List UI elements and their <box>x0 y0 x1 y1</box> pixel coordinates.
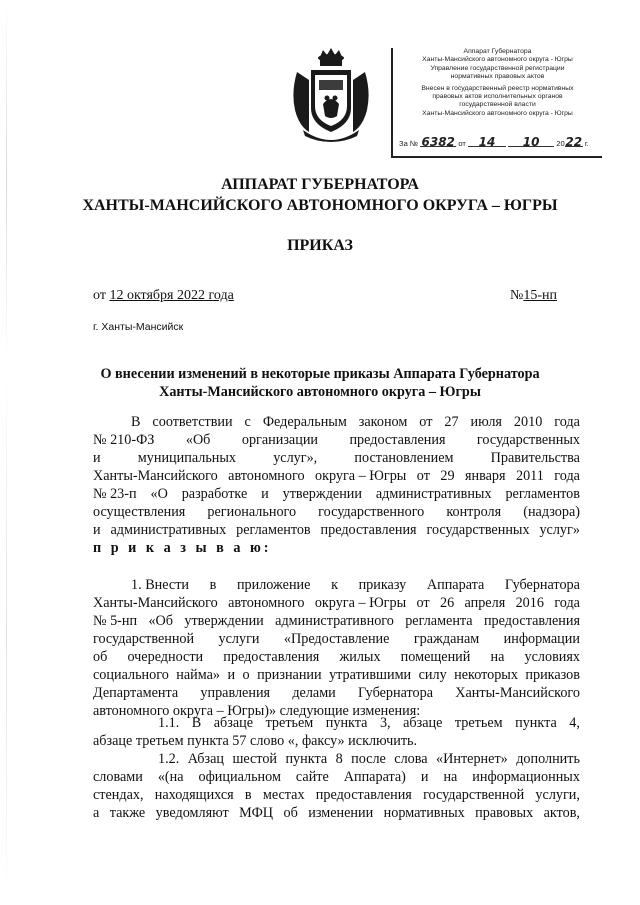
body-word: Ханты-Мансийского <box>455 685 580 701</box>
body-word: шестой <box>232 751 278 767</box>
stamp-line: нормативных правовых актов <box>450 73 545 81</box>
body-word: услуг» <box>539 522 580 538</box>
body-word: приказов <box>525 667 580 683</box>
body-word: делами <box>292 685 336 701</box>
body-word: информационных <box>472 769 580 785</box>
date-value: 12 октября 2022 года <box>109 288 234 303</box>
stamp-line: государственной власти <box>459 101 536 109</box>
body-word: и <box>261 486 269 502</box>
body-word: постановлением <box>354 450 454 466</box>
organization-title: АППАРАТ ГУБЕРНАТОРА <box>221 176 419 193</box>
body-word: некоторых <box>454 667 518 683</box>
body-word: Губернатора <box>358 685 434 701</box>
body-word: Правительства <box>490 450 580 466</box>
reg-prefix: За № <box>399 139 419 148</box>
coat-of-arms-icon <box>287 46 375 142</box>
body-word: регламента <box>405 613 473 629</box>
body-word: утратившими <box>329 667 412 683</box>
body-word: административных <box>375 486 492 502</box>
body-word: пункта <box>325 715 368 731</box>
body-word: № 23-п <box>93 486 137 502</box>
body-word: государственной <box>93 631 195 647</box>
body-word: законом <box>358 414 408 430</box>
body-word: регионального <box>207 504 297 520</box>
body-word: стендах, <box>93 787 144 803</box>
body-word: информации <box>503 631 580 647</box>
body-word: «Предоставление <box>283 631 390 647</box>
stamp-line: Внесен в государственный реестр нормативных <box>421 84 574 92</box>
body-word: Департамента <box>93 685 179 701</box>
body-word: предоставления <box>223 649 320 665</box>
body-word: предоставления <box>315 787 412 803</box>
body-word: об <box>283 805 298 821</box>
body-word: осуществления <box>93 504 186 520</box>
body-word: от <box>419 414 433 430</box>
document-date <box>93 288 234 304</box>
body-line-last: абзаце третьем пункта 57 слово «, факсу» исключить. <box>93 733 418 749</box>
body-word: «Об <box>148 613 174 629</box>
body-line-last: п р и к а з ы в а ю: <box>93 540 272 556</box>
stamp-line: Аппарат Губернатора <box>463 48 532 55</box>
body-line <box>93 431 580 449</box>
body-word: пункта <box>285 751 328 767</box>
body-word: 1.1. <box>158 715 180 731</box>
body-word: и <box>93 450 101 466</box>
body-line <box>93 630 580 648</box>
body-word: государственных <box>426 522 530 538</box>
number-prefix: № <box>510 288 524 303</box>
body-line <box>93 612 580 630</box>
body-word: актов, <box>543 805 580 821</box>
body-word: апреля <box>464 595 506 611</box>
body-word: в <box>209 577 217 593</box>
body-line <box>131 576 580 594</box>
body-word: организации <box>241 432 319 448</box>
body-word: Аппарата) <box>343 769 406 785</box>
body-word: округа – Югры <box>314 595 407 611</box>
body-word: условиях <box>524 649 580 665</box>
body-word: 8 <box>335 751 343 767</box>
number-value: 15-нп <box>523 288 558 303</box>
scan-edge-shadow <box>6 0 7 905</box>
body-line <box>93 804 580 822</box>
body-word: управления <box>200 685 271 701</box>
reg-year-prefix: 20 <box>556 139 565 148</box>
body-word: правовых <box>475 805 534 821</box>
body-line <box>158 750 580 768</box>
body-word: к <box>331 577 338 593</box>
reg-month: 10 <box>508 138 554 147</box>
body-word: изменении <box>308 805 374 821</box>
body-word: 4, <box>569 715 580 731</box>
body-word: административных <box>110 522 227 538</box>
body-line <box>93 449 580 467</box>
body-word: 26 <box>439 595 455 611</box>
body-word: государственной <box>423 787 525 803</box>
body-line <box>158 714 580 732</box>
reg-number: 6382 <box>421 135 455 149</box>
body-word: № 5-нп <box>93 613 138 629</box>
body-word: контроля <box>446 504 502 520</box>
body-word: помещений <box>400 649 471 665</box>
body-word: а <box>93 805 100 821</box>
document-number <box>510 288 557 304</box>
body-word: № 210-ФЗ <box>93 432 155 448</box>
body-word: находящихся <box>154 787 234 803</box>
body-line <box>93 467 580 485</box>
body-word: дополнить <box>516 751 580 767</box>
body-line <box>93 594 580 612</box>
body-word: предоставления <box>320 522 417 538</box>
body-line <box>93 503 580 521</box>
body-word: третьем <box>454 715 503 731</box>
body-word: услуг», <box>273 450 318 466</box>
body-line <box>93 684 580 702</box>
body-word: очередности <box>127 649 204 665</box>
body-word: и <box>93 522 101 538</box>
stamp-registration-line <box>399 135 599 152</box>
body-word: автономного <box>228 468 305 484</box>
body-word: приказу <box>358 577 407 593</box>
body-word: об <box>93 649 108 665</box>
body-word: января <box>464 468 506 484</box>
body-word: утверждении <box>282 486 362 502</box>
body-word: МФЦ <box>239 805 274 821</box>
body-word: на <box>443 769 458 785</box>
body-line <box>93 485 580 503</box>
body-word: и <box>227 667 236 683</box>
body-word: 2010 <box>513 414 543 430</box>
reg-suffix: г. <box>584 139 589 148</box>
body-word: социального <box>93 667 169 683</box>
body-word: административного <box>275 613 394 629</box>
body-word: также <box>109 805 146 821</box>
body-word: приложение <box>236 577 311 593</box>
body-line <box>93 666 580 684</box>
body-word: 29 <box>440 468 455 484</box>
body-word: Абзац <box>187 751 224 767</box>
body-word: округа – Югры <box>315 468 407 484</box>
body-word: на <box>490 649 505 665</box>
subject-line: Ханты-Мансийского автономного округа – Югры <box>159 384 481 400</box>
body-word: регламентов <box>236 522 311 538</box>
subject-line: О внесении изменений в некоторые приказы Аппарата Губернатора <box>100 366 540 382</box>
body-word: о <box>242 667 250 683</box>
body-word: В <box>191 715 202 731</box>
body-word: услуги, <box>535 787 580 803</box>
date-prefix: от <box>93 288 106 303</box>
body-word: года <box>554 468 580 484</box>
body-word: официальном <box>198 769 281 785</box>
body-line-last: автономного округа – Югры)» следующие изменения: <box>93 703 421 719</box>
body-word: признании <box>257 667 322 683</box>
body-word: разработке <box>181 486 248 502</box>
body-word: 3, <box>379 715 391 731</box>
reg-from: от <box>458 139 466 148</box>
registration-stamp <box>391 48 602 158</box>
body-word: уведомляют <box>155 805 229 821</box>
body-word: предоставления <box>349 432 446 448</box>
body-word: 1. Внести <box>131 577 189 593</box>
body-word: Федеральным <box>262 414 347 430</box>
body-word: 1.2. <box>158 751 180 767</box>
body-word: слова <box>394 751 428 767</box>
body-word: абзаце <box>213 715 254 731</box>
body-line <box>131 413 580 431</box>
stamp-line: Ханты-Мансийского автономного округа - Югры <box>422 109 573 117</box>
body-line <box>93 768 580 786</box>
body-word: Ханты-Мансийского <box>93 595 218 611</box>
body-word: автономного <box>228 595 305 611</box>
body-word: «О <box>150 486 168 502</box>
body-word: года <box>554 595 580 611</box>
body-word: услуги <box>218 631 260 647</box>
body-word: абзаце <box>403 715 443 731</box>
body-word: силу <box>418 667 447 683</box>
body-word: «Интернет» <box>436 751 508 767</box>
body-word: пункта <box>515 715 557 731</box>
body-word: июля <box>470 414 502 430</box>
body-word: с <box>244 414 251 430</box>
organization-subtitle: ХАНТЫ-МАНСИЙСКОГО АВТОНОМНОГО ОКРУГА – ЮГРЫ <box>82 197 558 214</box>
body-word: Губернатора <box>504 577 580 593</box>
body-word: «Об <box>185 432 211 448</box>
body-word: года <box>554 414 580 430</box>
body-word: соответствии <box>152 414 233 430</box>
body-word: 2016 <box>515 595 544 611</box>
body-word: от <box>416 595 430 611</box>
body-word: В <box>131 414 141 430</box>
body-line <box>93 786 580 804</box>
body-word: муниципальных <box>137 450 237 466</box>
body-word: 27 <box>444 414 459 430</box>
reg-year: 22 <box>565 135 583 149</box>
body-word: после <box>351 751 386 767</box>
body-word: утверждении <box>184 613 264 629</box>
body-word: Ханты-Мансийского <box>93 468 218 484</box>
body-word: предоставления <box>483 613 580 629</box>
body-word: словами <box>93 769 143 785</box>
body-word: местах <box>262 787 305 803</box>
body-word: гражданам <box>413 631 480 647</box>
body-word: и <box>420 769 429 785</box>
body-line <box>93 648 580 666</box>
body-word: регламентов <box>505 486 580 502</box>
body-word: жилых <box>339 649 381 665</box>
body-word: (надзора) <box>523 504 580 520</box>
body-word: от <box>416 468 430 484</box>
body-word: в <box>244 787 252 803</box>
body-word: нормативных <box>383 805 465 821</box>
stamp-line: Управление государственной регистрации <box>430 64 565 72</box>
document-type: ПРИКАЗ <box>287 237 353 254</box>
body-word: «(на <box>157 769 184 785</box>
stamp-line: Ханты-Мансийского автономного округа - Югры <box>422 56 573 64</box>
body-word: 2011 <box>515 468 544 484</box>
body-word: государственных <box>476 432 580 448</box>
document-city: г. Ханты-Мансийск <box>93 321 184 333</box>
stamp-line: правовых актов исполнительных органов <box>432 93 563 101</box>
body-word: найма» <box>176 667 221 683</box>
body-word: государственного <box>318 504 425 520</box>
body-word: Аппарата <box>426 577 485 593</box>
reg-day: 14 <box>468 138 506 147</box>
body-word: третьем <box>265 715 314 731</box>
body-word: сайте <box>295 769 329 785</box>
body-line <box>93 521 580 539</box>
